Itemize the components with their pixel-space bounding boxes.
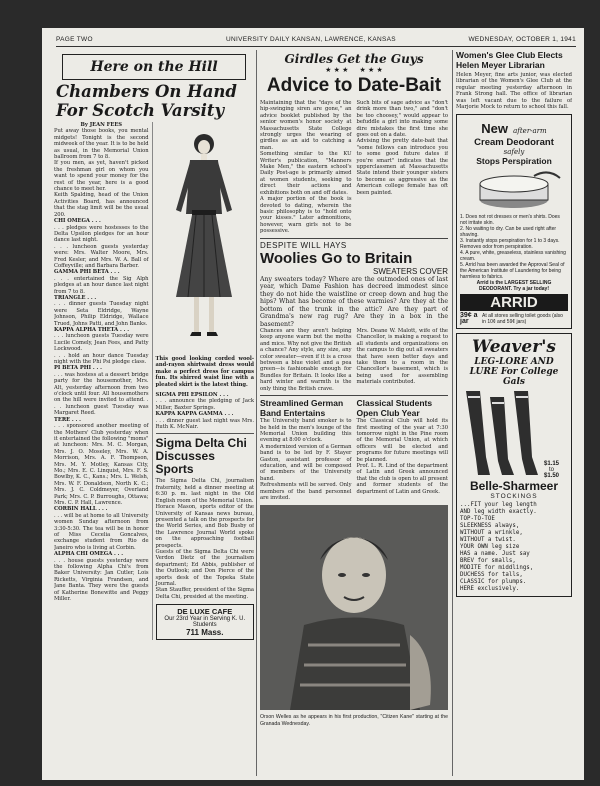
woolies-para-c: Mrs. Deane W. Malott, wife of the Chancellor, is making a request to all students and organizations on the campus to dig out all sweaters that have seen better days and take them to a room in the Chancellor's basement, which is being used for assembling materials contributed. [356, 328, 448, 386]
german-band-headline: Streamlined German Band Entertains [260, 398, 344, 419]
hill-para-1: Put away those books, you mental midgets! Tonight is the second midweek of the year. It is to be held as usual, in the Memorial Union ballroom from 7 to 8. [54, 128, 149, 161]
weavers-ad [456, 333, 572, 597]
arrid-point-1: 1. Does not rot dresses or men's shirts. Does not irritate skin. [460, 214, 560, 227]
sdx-para-1: The Sigma Delta Chi, journalism fraternity, held a dinner meeting at 6:30 p. m. last night in the Old English room of the Memorial Union. [155, 478, 254, 504]
glee-club-body: Helen Meyer, fine arts junior, was elected librarian of the Women's Glee Club at the regular meeting yesterday afternoon in Frank Strong hall. The office of librarian was left vacant due to the failure of Marjorie Mock to return to school this fall. [456, 72, 572, 111]
gamma-phi-heading: GAMMA PHI BETA . . . [54, 269, 120, 276]
arrid-tagline: Arrid is the LARGEST SELLING DEODORANT. Try a jar today! [476, 280, 552, 293]
pi-beta-phi-text: . . . was hostess at a dessert bridge party for the housemother, Mrs. Alt, yesterday afternoon from two o'clock until four. All housemothers on the hill were invited to attend. . . . luncheon guest Tuesday was Margaret Reed. [54, 371, 149, 417]
triangle-text: . . . dinner guests Tuesday night were Seta Eldridge, Wayne Johnson, Philip Eldridge, Wallace Trued, Johns Patti, and John Banks. [54, 301, 149, 327]
classical-club-para-b: Prof. L. R. Lind of the department of Latin and Greek announced that the club is open to all present and former students of the department of Latin and Greek. [356, 462, 448, 495]
girdles-para-b: Something similar to the KU Writer's publication, "Manners Make Men," the eastern school's Daily Post-age is primarily aimed at women students, seeking to direct their actions and exhibitions both on and off dates. [260, 151, 352, 196]
price-low: $1.15 [544, 461, 560, 468]
woolies-subhead: SWEATERS COVER [373, 266, 448, 276]
girdles-para-e: Advising the pretty date-bait that "some fellows can introduce you to some good future dates if you're smart" indicates that the upperclassmen at Massachusetts State intend their younger sisters to become as aggressive as the American college female has oft been painted. [356, 138, 448, 196]
kappa-kappa-gamma-text: . . . dinner guest last night was Mrs. Ruth K. McNair. [155, 417, 254, 431]
stockings-legs-illustration [460, 387, 544, 479]
weavers-copy-line: CLASSIC for plumps. [460, 579, 527, 586]
glee-club-headline: Women's Glee Club Elects Helen Meyer Librarian [456, 50, 563, 70]
star-ornament: ★ ★ ★ ★ ★ ★ [325, 66, 383, 74]
masthead-line [56, 36, 576, 46]
weavers-copy-line: WITHOUT a wrinkle, [460, 530, 523, 537]
dress-illustration [156, 122, 252, 352]
arrid-note: At all stores selling toilet goods (also in 10¢ and 59¢ jars) [482, 313, 563, 326]
header-rule [56, 46, 576, 47]
price-high: $1.50 [544, 473, 560, 480]
newspaper-page [42, 28, 584, 780]
paper-name: UNIVERSITY DAILY KANSAN, LAWRENCE, KANSAS [226, 36, 396, 43]
arrid-point-2: 2. No waiting to dry. Can be used right after shaving. [460, 226, 557, 239]
arrid-price: 39¢ a jar [460, 312, 478, 326]
girdles-para-a: Maintaining that the "days of the hip-swinging siren are gone," an advice booklet published by the senior women's honor society at Massachusetts State College strongly urges the wearing of girdles as an aid to catching a man. [260, 100, 352, 151]
sigma-phi-epsilon-text: . . . announce the pledging of Jack Miller, Baxter Springs. [155, 398, 254, 411]
weavers-copy-line: SLEEKNESS always, [460, 523, 520, 530]
triangle-heading: TRIANGLE . . . [54, 294, 97, 301]
hill-title: Here on the Hill [90, 59, 218, 75]
weavers-copy-line: MODITE for middlings, [460, 565, 534, 572]
dress-caption: This good looking corded wool-and-rayon shirtwaist dress would make a perfect dress for campus fun. Its shirred waist line with a pleated skirt is the latest thing. [155, 356, 254, 388]
girdles-para-c: A major portion of the book is devoted to dating, wherein the basic philosophy is to "hold onto your kisses." Later admonitions, however, warn girls not to be possessive. [260, 196, 352, 235]
tere-heading: TERE . . . [54, 416, 81, 423]
sdx-para-2: Horace Mason, sports editor of the University of Kansas news bureau, presented a talk on the prospects for the World Series, and Bob Busby of the Lawrence Journal World spoke on the approaching football prospects. [155, 504, 254, 549]
center-column [260, 50, 448, 776]
gamma-phi-text: . . . entertained the Sig Alph pledges at an hour dance last night from 7 to 8. [54, 275, 149, 295]
column-rule-2 [452, 50, 453, 776]
sigma-phi-epsilon-heading: SIGMA PHI EPSILON . . . [155, 392, 229, 399]
arrid-point-4: 4. A pure, white, greaseless, stainless vanishing cream. [460, 250, 566, 263]
weavers-price [544, 461, 559, 479]
weavers-store: Weaver's [472, 337, 556, 358]
weavers-copy-line: YOUR OWN leg size [460, 544, 520, 551]
sdx-headline: Sigma Delta Chi Discusses Sports [155, 436, 247, 477]
hill-headline: Chambers On Hand For Scotch Varsity [56, 82, 237, 120]
tere-text: . . . sponsored another meeting of the Mothers' Club yesterday when it entertained the following "moms" at luncheon: Mrs. M. C. Morgan, Mrs. J. O. Moseley, Mrs. W. A. Morrison, Mrs. A. F. Thompson, Mrs. M. Y. Motley, Kansas City, Mo.; Mrs. E. C. Linquist, Mrs. F. S. Bowlby, K. C., Kans.; Mrs. L. Welsh, Mrs. W. F. Donaldson, North K. C.; Mrs. J. C. Coldmeyer, Overland Park; Mrs. C. P. Burroughs, Ottawa; Mrs. C. P. Hall, Lawrence. [54, 423, 149, 506]
classical-club-headline: Classical Students Open Club Year [356, 398, 433, 419]
arrid-stops: Stops Perspiration [476, 156, 552, 167]
sdx-para-3: Guests of the Sigma Delta Chi were Verdon Dietz of the journalism department; Ed Abbis, publisher of the Outlook; and Don Pierce of the sports desk of the Topeka State Journal. [155, 548, 254, 587]
cafe-address: 711 Mass. [186, 628, 224, 638]
hill-column [54, 50, 254, 776]
weavers-copy-line: HERE exclusively. [460, 586, 520, 593]
weavers-copy-line: HAS a name. Just say [460, 551, 530, 558]
arrid-brand: ARRID [460, 294, 568, 311]
byline: By JEAN FEES [80, 122, 123, 128]
sdx-para-4: Stan Stauffer, president of the Sigma Delta Chi, presided at the meeting. [155, 587, 254, 600]
photo-caption: Orson Welles as he appears in his first production, "Citizen Kane" starting at the Granada Wednesday. [260, 714, 448, 727]
column-rule-1 [256, 50, 257, 776]
german-band-para-c: Refreshments will be served. Only members of the band personnel are invited. [260, 482, 352, 501]
weavers-copy-line: AND leg width exactly. [460, 509, 537, 516]
weavers-copy-line: DUCHESS for talls, [460, 572, 523, 579]
woolies-para-a: Any sweaters today? Where are the outmoded ones of last year, which Dame Fashion has decreed immodest since they do not hide the waistline or creep down and hug the hips? What has become of these warmies? Are they at the bottom of the trunk in the attic? Are they part of Grandma's new rag rug? Are they in a box in the basement? [260, 275, 448, 328]
ads-column [456, 50, 572, 776]
german-band-para-a: The University band smoker is to be held in the men's lounge of the Memorial Union building this evening at 8:00 o'clock. [260, 418, 352, 444]
arrid-point-5: 5. Arrid has been awarded the Approval Seal of the American Institute of Laundering for being harmless to fabrics. [460, 262, 565, 281]
kappa-alpha-theta-heading: KAPPA ALPHA THETA . . . [54, 327, 130, 333]
weavers-copy-line: TOP-TO-TOE [460, 516, 495, 523]
girdles-para-d: Such bits of sage advice as "don't drink more than two," and "don't be too choosey," would appear to befuddle a girl into making some dire mistakes the first time she goes out on a date. [356, 100, 448, 139]
issue-date: WEDNESDAY, OCTOBER 1, 1941 [468, 36, 576, 43]
woolies-para-b: Chances are they aren't helping keep anyone warm but the moths and mice. Why not give the British a chance? Any style, any size, any color sweater—even if it is a cross between a blue violet and a pea green—is fashionable enough for Bundles for Britain. It looks like a hard winter and warmth is the only thing the British crave. [260, 328, 352, 392]
weavers-slogan: LEG-LORE AND LURE For College Gals [469, 357, 559, 388]
arrid-new: New [481, 121, 509, 137]
arrid-product: Cream Deodorant [474, 137, 554, 149]
orson-welles-photo [260, 505, 448, 710]
orson-welles-photo-block [260, 505, 448, 727]
german-band-para-b: A modernized version of a German band is to be led by F. Stayer Gaston, assistant professor of education, and will be composed of members of the University band. [260, 443, 352, 482]
weavers-copy-line: ...FIT your leg length [460, 502, 537, 509]
cafe-name: DE LUXE CAFE [177, 607, 233, 617]
page-number: PAGE TWO [56, 36, 93, 43]
kappa-alpha-theta-text: . . . luncheon guests Tuesday were Lucile Comely, Jean Fees, and Patty Lockwood. [54, 333, 149, 353]
chi-omega-text: . . . pledges were hostesses to the Delta Upsilon pledges for an hour dance last night. [54, 224, 149, 244]
weavers-copy-line: BREV for smalls, [460, 558, 516, 565]
stockings-label: STOCKINGS [490, 493, 538, 501]
chi-omega-heading: CHI OMEGA . . . [54, 218, 101, 225]
arrid-safely: safely [503, 148, 525, 157]
girdles-kicker: Girdles Get the Guys [284, 52, 424, 66]
hill-banner [62, 54, 246, 80]
corbin-hall-text: . . . will be at home to all University women Sunday afternoon from 3:30-5:30. The tea will be in honor of Miss Cecelia Goncalves, exchange student from Rio de Janeiro who is living at Corbin. [54, 512, 149, 551]
woolies-headline: Woolies Go to Britain [260, 249, 413, 267]
hill-para-2: If you men, as yet, haven't picked the freshman girl on whom you want to spend your money for the rest of the year, here is a good chance to meet her. [54, 160, 149, 193]
classical-club-para-a: The Classical Club will hold its first meeting of the year at 7:30 tomorrow night in the Pine room of the Memorial Union, at which officers will be elected and programs for future meetings will be planned. [356, 418, 448, 463]
alpha-chi-omega-heading: ALPHA CHI OMEGA . . . [54, 551, 124, 558]
chi-omega-text-2: . . . luncheon guests yesterday were: Mrs. Walter Moore, Mrs. Fred Kesler, and Mrs. W. A. Ball of Coffeyville; and Barbara Barber. [54, 243, 149, 269]
price-to: to [549, 467, 555, 474]
alpha-chi-omega-text: . . . house guests yesterday were the following Alpha Chi's from Baker University: Jan Cutler, Lois Ricketts, Virginia Frandsen, and Jane Banta. They were the guests of Katherine Bonewitte and Peggy Miller. [54, 557, 149, 603]
arrid-ad [456, 114, 572, 329]
cafe-tagline: Our 23rd Year in Serving K. U. Students [164, 616, 246, 629]
belle-sharmeer-brand: Belle-Sharmeer [469, 479, 559, 494]
woolies-kicker: DESPITE WILL HAYS [260, 240, 347, 250]
arrid-after-arm: after-arm [513, 127, 547, 136]
weavers-copy-line: WITHOUT a twist. [460, 537, 516, 544]
hill-para-3: Keith Spalding, head of the Union Activities Board, has announced that the stag limit will be the usual 200. [54, 192, 149, 218]
girdles-headline: Advice to Date-Bait [266, 75, 442, 96]
arrid-point-3: 3. Instantly stops perspiration for 1 to 3 days. Removes odor from perspiration. [460, 238, 560, 251]
arrid-jar-icon [460, 166, 568, 210]
cafe-ad [156, 604, 254, 640]
corbin-hall-heading: CORBIN HALL . . . [54, 506, 108, 513]
kappa-kappa-gamma-heading: KAPPA KAPPA GAMMA . . . [155, 411, 234, 418]
kappa-alpha-theta-text-2: . . . hold an hour dance Tuesday night with the Phi Psi pledge class. [54, 352, 149, 366]
pi-beta-phi-heading: PI BETA PHI . . . [54, 365, 102, 372]
